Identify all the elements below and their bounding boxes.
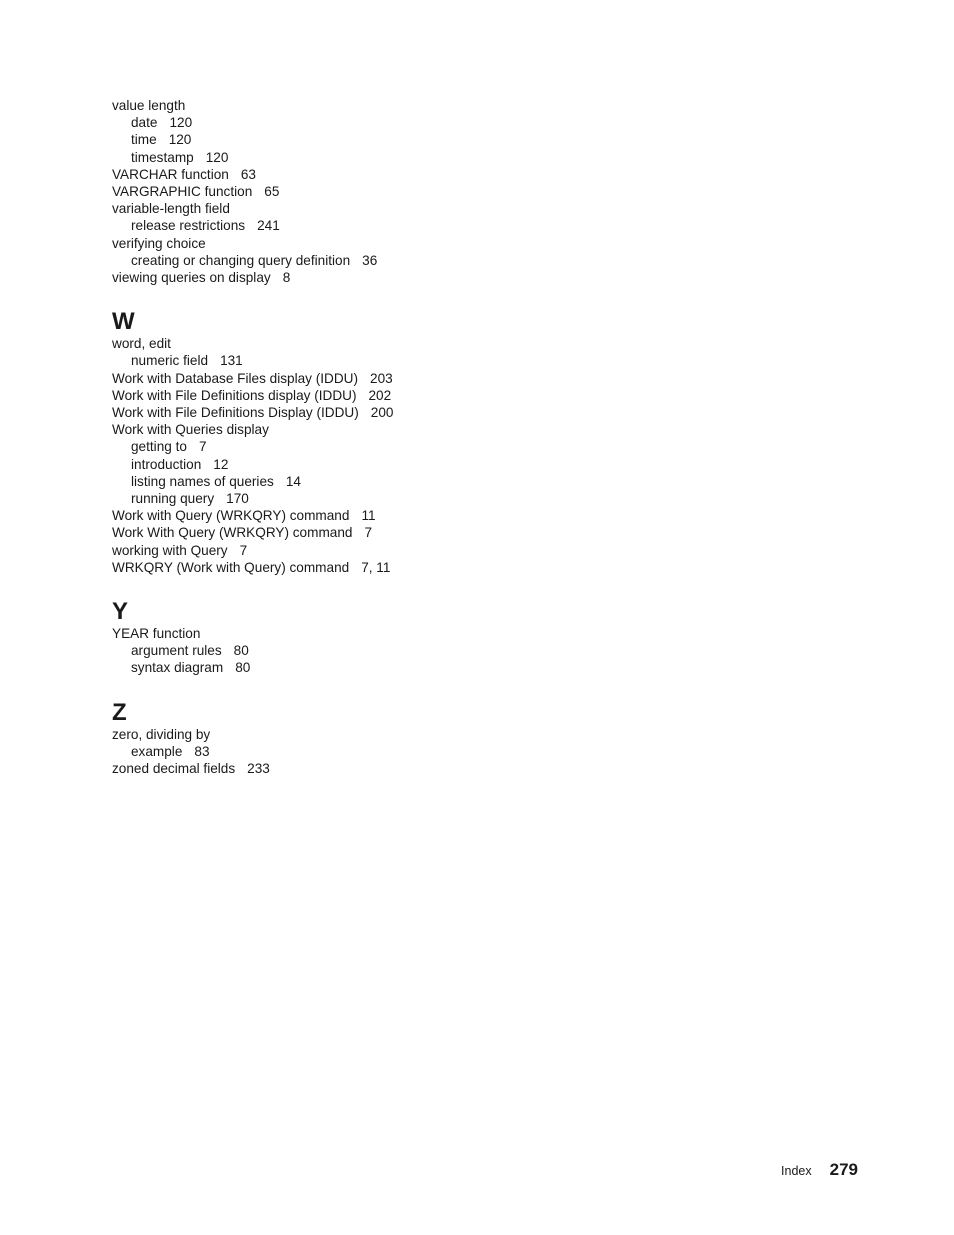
index-entry [112, 404, 532, 421]
entry-page-reference[interactable]: 7, 11 [361, 559, 391, 575]
index-subentry [112, 490, 532, 507]
entry-term: argument rules [131, 643, 222, 659]
index-entry [112, 760, 532, 777]
entry-term: Work With Query (WRKQRY) command [112, 525, 353, 541]
entry-term: viewing queries on display [112, 270, 271, 286]
entry-page-reference[interactable]: 7 [239, 542, 248, 558]
entry-term: Work with File Definitions display (IDDU) [112, 387, 357, 403]
index-column [112, 97, 532, 777]
entry-term: zoned decimal fields [112, 761, 236, 777]
entry-term: creating or changing query definition [131, 252, 351, 268]
entry-term: VARGRAPHIC function [112, 184, 253, 200]
index-entry [112, 387, 532, 404]
index-entry [112, 542, 532, 559]
entry-page-reference[interactable]: 170 [226, 491, 249, 507]
index-letter-heading: W [112, 308, 135, 336]
index-entry [112, 335, 532, 352]
index-entry [112, 166, 532, 183]
entry-page-reference[interactable]: 63 [240, 166, 256, 182]
entry-term: syntax diagram [131, 660, 224, 676]
entry-term: value length [112, 98, 186, 113]
entry-term: word, edit [112, 336, 171, 352]
index-letter-heading: Y [112, 598, 129, 626]
entry-term: numeric field [131, 353, 209, 369]
entry-term: working with Query [112, 542, 228, 558]
index-entry [112, 235, 532, 252]
index-subentry [112, 473, 532, 490]
entry-term: getting to [131, 439, 187, 455]
entry-term: zero, dividing by [112, 726, 211, 742]
entry-term: verifying choice [112, 235, 206, 251]
entry-page-reference[interactable]: 120 [168, 132, 192, 148]
entry-term: Work with Queries display [112, 422, 269, 438]
entry-term: WRKQRY (Work with Query) command [112, 559, 350, 575]
index-subentry [112, 743, 532, 760]
index-entry [112, 524, 532, 541]
index-entry [112, 183, 532, 200]
entry-page-reference[interactable]: 65 [264, 184, 280, 200]
index-subentry [112, 438, 532, 455]
index-subentry [112, 456, 532, 473]
entry-page-reference[interactable]: 36 [362, 252, 378, 268]
index-subentry [112, 131, 532, 148]
entry-page-reference[interactable]: 200 [370, 405, 394, 421]
index-entry [112, 97, 532, 114]
index-entry [112, 370, 532, 387]
entry-page-reference[interactable]: 80 [233, 643, 249, 659]
entry-term: Work with Database Files display (IDDU) [112, 370, 359, 386]
index-entry [112, 269, 532, 286]
entry-page-reference[interactable]: 7 [364, 525, 373, 541]
entry-page-reference[interactable]: 120 [169, 115, 193, 131]
entry-term: YEAR function [112, 626, 201, 642]
entry-term: listing names of queries [131, 473, 274, 489]
index-subentry [112, 149, 532, 166]
index-subentry [112, 352, 532, 369]
entry-term: Work with File Definitions Display (IDDU) [112, 405, 359, 421]
entry-term: time [131, 132, 157, 148]
entry-page-reference[interactable]: 80 [235, 660, 251, 676]
entry-term: release restrictions [131, 218, 246, 234]
entry-page-reference[interactable]: 8 [282, 270, 291, 286]
entry-page-reference[interactable]: 14 [285, 473, 301, 489]
index-entry [112, 200, 532, 217]
page-footer [781, 1160, 858, 1180]
footer-page-number: 279 [829, 1160, 858, 1179]
footer-section-label: Index [781, 1164, 812, 1178]
entry-page-reference[interactable]: 83 [194, 743, 210, 759]
entry-term: variable-length field [112, 201, 230, 217]
index-subentry [112, 217, 532, 234]
entry-term: date [131, 115, 158, 131]
index-entry [112, 726, 532, 743]
index-entry [112, 507, 532, 524]
entry-page-reference[interactable]: 203 [370, 370, 393, 386]
entry-term: introduction [131, 456, 202, 472]
entry-term: example [131, 743, 183, 759]
entry-page-reference[interactable]: 11 [361, 508, 376, 524]
index-entry [112, 559, 532, 576]
index-letter-heading: Z [112, 698, 127, 726]
index-subentry [112, 642, 532, 659]
entry-page-reference[interactable]: 233 [247, 761, 270, 777]
entry-term: Work with Query (WRKQRY) command [112, 508, 350, 524]
entry-page-reference[interactable]: 241 [257, 218, 280, 234]
entry-page-reference[interactable]: 7 [198, 439, 207, 455]
entry-page-reference[interactable]: 202 [368, 387, 392, 403]
index-entry [112, 421, 532, 438]
index-subentry [112, 114, 532, 131]
entry-page-reference[interactable]: 131 [220, 353, 243, 369]
entry-page-reference[interactable]: 12 [213, 456, 229, 472]
entry-term: timestamp [131, 149, 194, 165]
entry-term: running query [131, 491, 215, 507]
index-entry [112, 625, 532, 642]
entry-page-reference[interactable]: 120 [205, 149, 229, 165]
index-subentry [112, 659, 532, 676]
entry-term: VARCHAR function [112, 166, 229, 182]
index-subentry [112, 252, 532, 269]
